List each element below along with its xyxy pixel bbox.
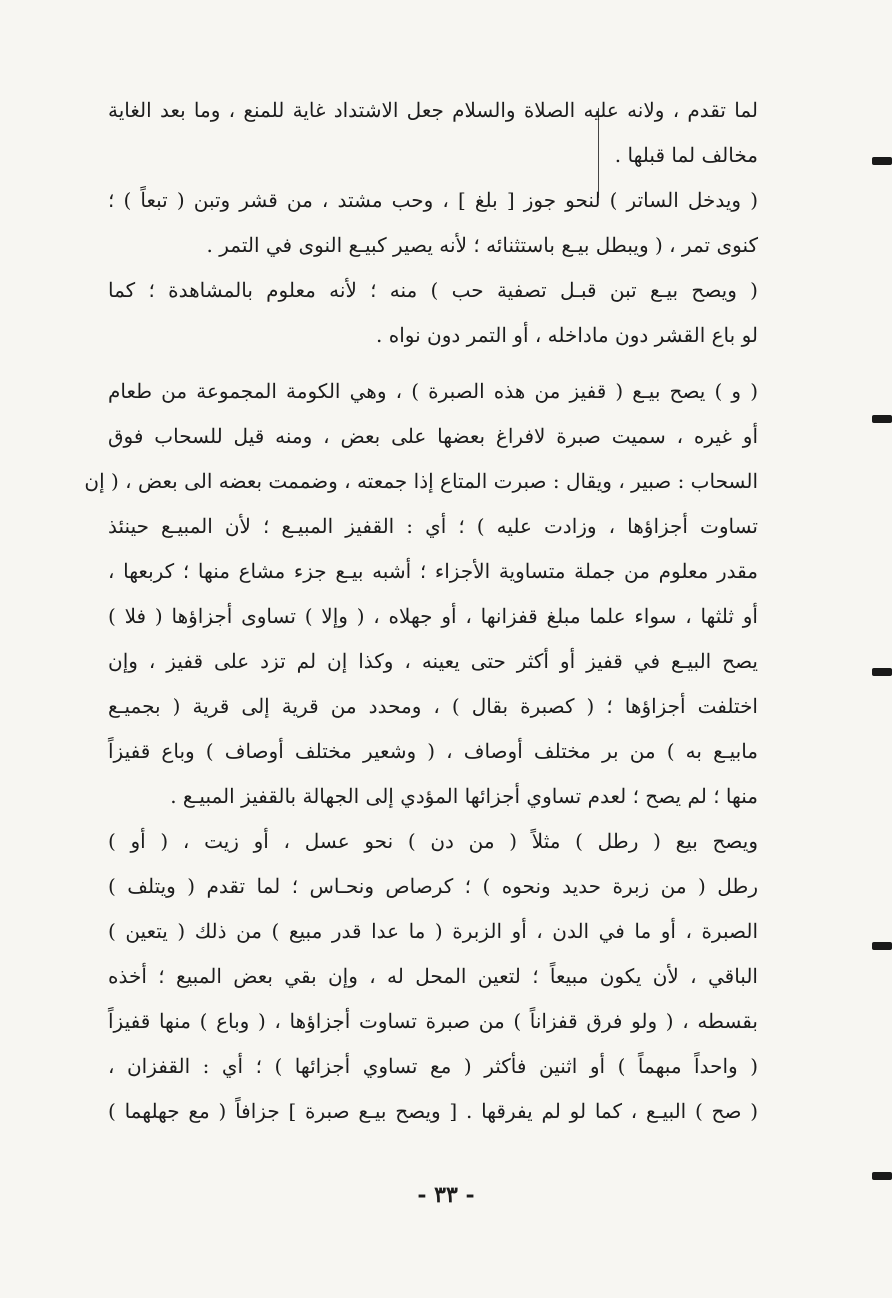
text-line: ( ويدخل الساتر ) لنحو جوز [ بلغ ] ، وحب مشتد ، من قشر وتبن ( تبعاً ) ؛ (108, 188, 758, 212)
text-line: منها ؛ لم يصح ؛ لعدم تساوي أجزائها المؤدي إلى الجهالة بالقفيز المبيـع . (170, 784, 758, 808)
text-line: تساوت أجزاؤها ، وزادت عليه ) ؛ أي : القفيز المبيـع ؛ لأن المبيـع حينئذ (108, 514, 758, 538)
text-line: الباقي ، لأن يكون مبيعاً ؛ لتعين المحل له ، وإن بقي بعض المبيع ؛ أخذه (108, 964, 758, 988)
text-line: ( واحداً مبهماً ) أو اثنين فأكثر ( مع تساوي أجزائها ) ؛ أي : القفزان ، (108, 1054, 758, 1078)
text-line: مقدر معلوم من جملة متساوية الأجزاء ؛ أشبه بيـع جزء مشاع منها ؛ كربعها ، (108, 559, 758, 583)
text-line: لما تقدم ، ولانه عليه الصلاة والسلام جعل الاشتداد غاية للمنع ، وما بعد الغاية (108, 98, 758, 122)
text-line: بقسطه ، ( ولو فرق قفزاناً ) من صبرة تساوت أجزاؤها ، ( وباع ) منها قفيزاً (108, 1009, 758, 1033)
margin-mark (872, 157, 892, 165)
text-line: كنوى تمر ، ( ويبطل بيـع باستثنائه ؛ لأنه يصير كبيـع النوى في التمر . (206, 233, 758, 257)
text-line: ( صح ) البيـع ، كما لو لم يفرقها . [ ويصح بيـع صبرة ] جزافاً ( مع جهلهما ) (108, 1099, 758, 1123)
page-text (84, 88, 758, 1134)
text-line: لو باع القشر دون ماداخله ، أو التمر دون نواه . (376, 323, 758, 347)
text-line: السحاب : صبير ، ويقال : صبرت المتاع إذا جمعته ، وضممت بعضه الى بعض ، ( إن (84, 469, 758, 493)
text-line: أو ثلثها ، سواء علما مبلغ قفزانها ، أو جهلاه ، ( وإلا ) تساوى أجزاؤها ( فلا ) (108, 604, 758, 628)
text-line: مابيـع به ) من بر مختلف أوصاف ، ( وشعير مختلف أوصاف ) وباع قفيزاً (108, 739, 758, 763)
text-line: أو غيره ، سميت صبرة لافراغ بعضها على بعض ، ومنه قيل للسحاب فوق (108, 424, 758, 448)
page-number: - ٣٣ - (417, 1182, 475, 1208)
text-line: مخالف لما قبلها . (614, 143, 758, 167)
text-line: ويصح بيع ( رطل ) مثلاً ( من دن ) نحو عسل ، أو زيت ، ( أو ) (108, 829, 758, 853)
text-line: ( ويصح بيـع تبن قبـل تصفية حب ) منه ؛ لأنه معلوم بالمشاهدة ؛ كما (108, 278, 758, 302)
paragraph-gap (108, 358, 758, 369)
margin-mark (872, 415, 892, 423)
text-line: يصح البيـع في قفيز أو أكثر حتى يعينه ، وكذا إن لم تزد على قفيز ، وإن (108, 649, 758, 673)
margin-mark (872, 668, 892, 676)
text-line: الصبرة ، أو ما في الدن ، أو الزبرة ( ما عدا قدر مبيع ) من ذلك ( يتعين ) (108, 919, 758, 943)
text-line: اختلفت أجزاؤها ؛ ( كصبرة بقال ) ، ومحدد من قرية إلى قرية ( بجميـع (108, 694, 758, 718)
text-line: ( و ) يصح بيـع ( قفيز من هذه الصبرة ) ، وهي الكومة المجموعة من طعام (108, 379, 758, 403)
margin-mark (872, 1172, 892, 1180)
text-line: رطل ( من زبرة حديد ونحوه ) ؛ كرصاص ونحـاس ؛ لما تقدم ( ويتلف ) (108, 874, 758, 898)
margin-mark (872, 942, 892, 950)
